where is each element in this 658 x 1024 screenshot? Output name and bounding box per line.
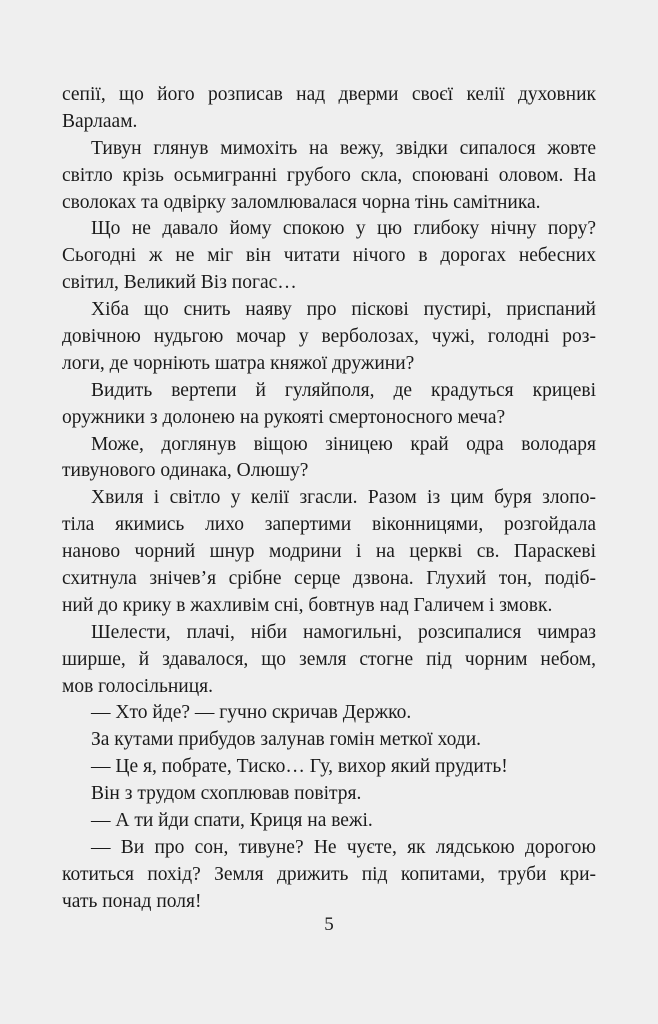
page-number: 5 [324,914,334,935]
text-line: довічною нудьгою мочар у верболозах, чужі, голодні роз- [62,326,596,348]
text-line: логи, де чорніють шатра княжої дружини? [62,352,415,374]
text-line: сепії, що його розписав над дверми своєї келії духовник [62,84,596,105]
text-line: тивунового одинака, Олюшу? [62,460,309,482]
text-line: мов голосільниця. [62,675,213,697]
text-line: оружники з долонею на рукояті смертоносного меча? [62,406,506,428]
text-line: Видить вертепи й гуляйполя, де крадуться крицеві [91,379,596,401]
text-line: ний до крику в жахливім сні, бовтнув над Галичем і змовк. [62,594,553,616]
text-line: — Це я, побрате, Тиско… Гу, вихор який прудить! [91,756,508,778]
text-line: Може, доглянув віщою зіницею край одра володаря [91,433,596,455]
text-line: світил, Великий Віз погас… [62,272,297,294]
text-line: сволоках та одвірку заломлювалася чорна тінь самітника. [62,191,541,213]
text-line: Шелести, плачі, ніби намогильні, розсипалися чимраз [91,621,596,643]
text-line: схитнула знічев’я срібне серце дзвона. Глухий тон, подіб- [62,568,596,590]
text-line: Сьогодні ж не міг він читати нічого в дорогах небесних [62,245,596,267]
text-line: тіла якимись лихо запертими віконницями, розгойдала [62,514,596,536]
text-line: — Хто йде? — гучно скричав Держко. [91,702,412,724]
text-line: — А ти йди спати, Криця на вежі. [91,810,373,832]
text-line: котиться похід? Земля дрижить під копитами, труби кри- [62,863,596,885]
text-line: ширше, й здавалося, що земля стогне під чорним небом, [62,648,596,670]
text-line: За кутами прибудов залунав гомін меткої ходи. [91,729,481,751]
text-line: — Ви про сон, тивуне? Не чуєте, як лядською дорогою [91,836,596,858]
text-line: Хіба що снить наяву про піскові пустирі, приспаний [91,299,596,321]
text-line: Варлаам. [62,110,138,132]
text-line: чать понад поля! [62,890,202,912]
text-line: Хвиля і світло у келії згасли. Разом із цим буря злопо- [91,487,596,509]
text-line: Тивун глянув мимохіть на вежу, звідки сипалося жовте [91,137,596,159]
text-line: Що не давало йому спокою у цю глибоку нічну пору? [91,218,596,240]
text-line: світло крізь осьмигранні грубого скла, споювані оловом. На [62,164,596,186]
text-line: наново чорний шнур модрини і на церкві св. Параскеві [62,541,596,563]
text-line: Він з трудом схоплював повітря. [91,783,362,805]
page-text [62,82,596,916]
